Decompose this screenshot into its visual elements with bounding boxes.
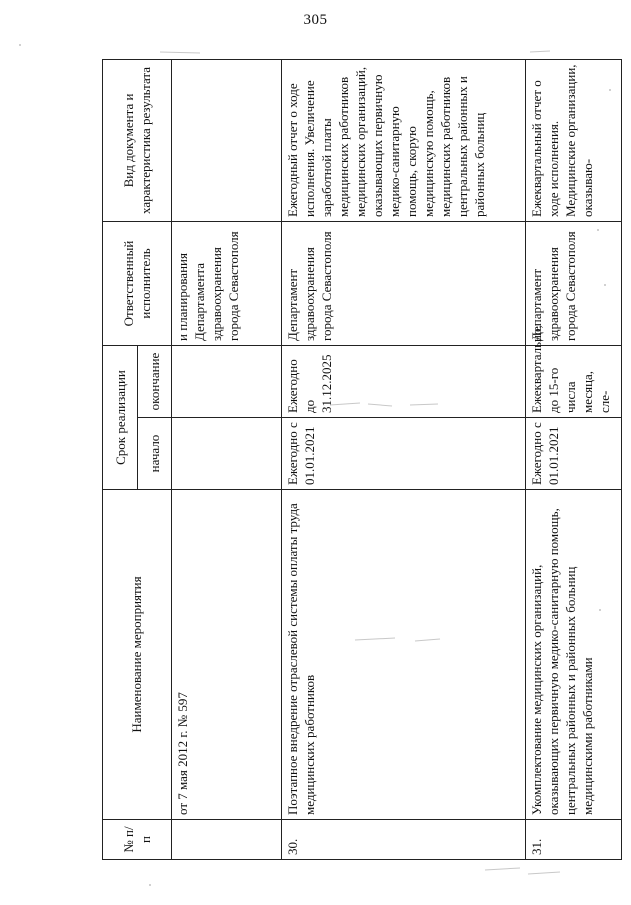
- table-row: [525, 60, 621, 860]
- cell-end: Ежегодно до 31.12.2025: [282, 346, 526, 418]
- header-period: Срок реализации: [103, 346, 138, 490]
- header-end: окончание: [138, 346, 171, 418]
- cell-num: 30.: [282, 820, 526, 860]
- cell-document: Ежеквартальный отчет о ходе исполнения. Медицинские организации, оказываю-: [525, 60, 621, 222]
- cell-num: [171, 820, 281, 860]
- cell-name: Укомплектование медицинских организаций, оказывающих первичную медико-санитарную помощь, центральных районных и районных больниц медицинскими работниками: [525, 490, 621, 820]
- header-num: № п/п: [103, 820, 172, 860]
- cell-responsible: Департамент здравоохранения города Севастополя: [525, 222, 621, 346]
- cell-name: от 7 мая 2012 г. № 597: [171, 490, 281, 820]
- header-responsible: Ответственный исполнитель: [103, 222, 172, 346]
- measures-table: [102, 59, 622, 860]
- cell-end: [171, 346, 281, 418]
- header-name: Наименование мероприятия: [103, 490, 172, 820]
- cell-name: Поэтапное внедрение отраслевой системы оплаты труда медицинских работников: [282, 490, 526, 820]
- header-row: [103, 60, 138, 860]
- page-number: 305: [303, 12, 328, 28]
- table-row: [282, 60, 526, 860]
- rotated-table-container: [102, 60, 622, 860]
- header-start: начало: [138, 418, 171, 490]
- cell-end: Ежеквартально, до 15-го числа месяца, сле-: [525, 346, 621, 418]
- cell-document: Ежегодный отчет о ходе исполнения. Увеличение заработной платы медицинских работников медицинских организаций, оказывающих первичную медико-санитарную помощь, скорую медицинскую помощь, медицинских работников центральных районных и районных больниц: [282, 60, 526, 222]
- cell-responsible: Департамент здравоохранения города Севастополя: [282, 222, 526, 346]
- cell-start: Ежегодно с 01.01.2021: [282, 418, 526, 490]
- cell-responsible: и планирования Департамента здравоохранения города Севастополя: [171, 222, 281, 346]
- cell-start: [171, 418, 281, 490]
- cell-start: Ежегодно с 01.01.2021: [525, 418, 621, 490]
- cell-document: [171, 60, 281, 222]
- cell-num: 31.: [525, 820, 621, 860]
- header-document: Вид документа и характеристика результата: [103, 60, 172, 222]
- table-row: [171, 60, 281, 860]
